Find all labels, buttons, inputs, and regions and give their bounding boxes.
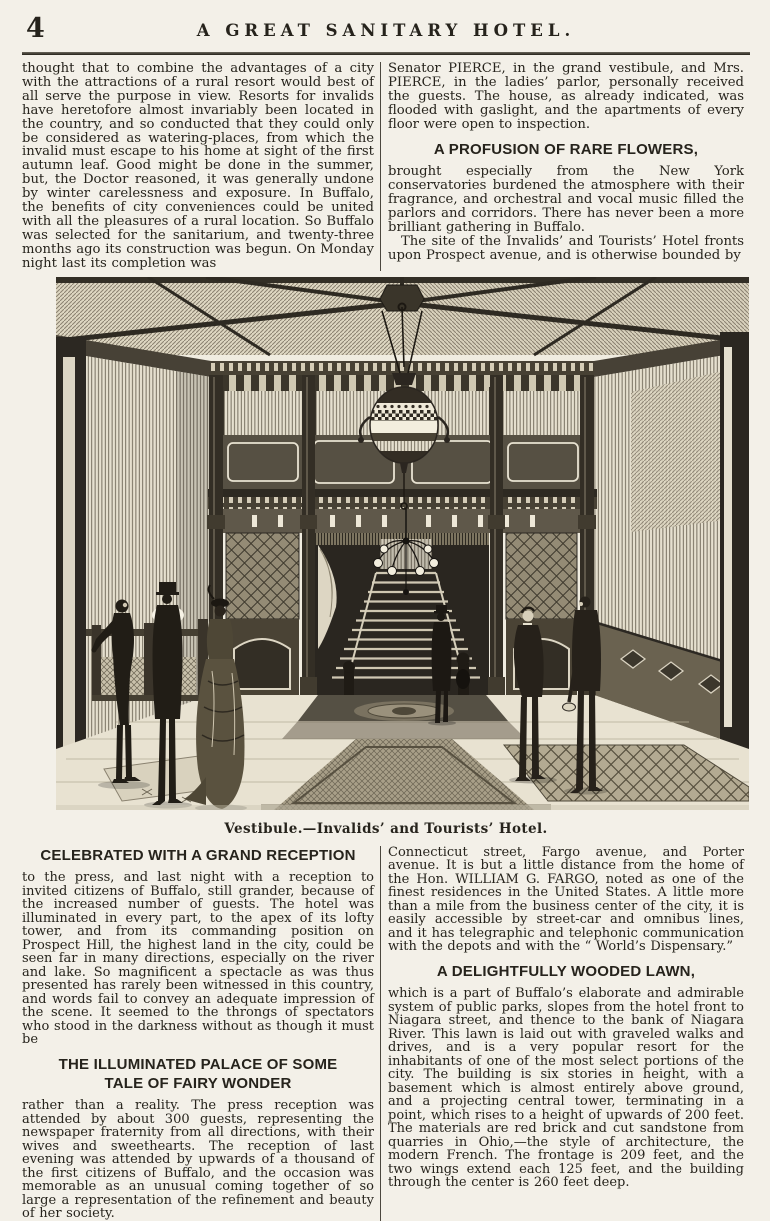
paragraph: to the press, and last night with a reception to invited citizens of Buffalo, still grander, because of the increased number of guests. The hotel was illuminated in every part, to the apex of its lofty tower, and from its commanding position on Prospect Hill, the highest land in the city, could be seen far in many directions, especially on the river and lake. So magnificent a spectacle as was thus presented has rarely been witnessed in this country, and words fail to convey an adequate impression of the scene. It seemed to the throngs of spectators who stood in the darkness without as though it must be (22, 870, 374, 1048)
paragraph: which is a part of Buffalo’s elaborate and admirable system of public parks, slopes from the hotel front to Niagara street, and thence to the bank of Niagara River. This lawn is laid out with graveled walks and drives, and is a very popular resort for the inhabitants of one of the most select portions of the city. The building is six stories in height, with a basement which is almost entirely above ground, and a projecting central tower, terminating in a point, which rises to a height of upwards of 200 feet. The materials are red brick and cut sandstone from quarries in Ohio,—the style of architecture, the modern French. The frontage is 209 feet, and the two wings extend each 125 feet, and the building through the center is 260 feet deep. (388, 986, 744, 1191)
header-rule (22, 52, 750, 55)
paragraph: Connecticut street, Fargo avenue, and Porter avenue. It is but a little distance from the home of the Hon. WILLIAM G. FARGO, noted as one of the finest residences in the United States. A little more than a mile from the business center of the city, it is easily accessible by street-car and omnibus lines, and it has telegraphic and telephonic communication with the depots and with the “ World’s Dispensary.” (388, 844, 744, 955)
paragraph: Senator PIERCE, in the grand vestibule, and Mrs. PIERCE, in the ladies’ parlor, personally received the guests. The house, as already indicated, was flooded with gaslight, and the apartments of every floor were open to inspection. (388, 61, 744, 132)
heading-line-1: THE ILLUMINATED PALACE OF SOME (58, 1055, 338, 1073)
section-heading-lawn: A DELIGHTFULLY WOODED LAWN, (436, 962, 696, 980)
bottom-right-column (388, 846, 744, 1221)
figure-caption: Vestibule.—Invalids’ and Tourists’ Hotel. (224, 820, 548, 837)
paragraph: thought that to combine the advantages of a city with the attractions of a rural resort would best of all serve the purpose in view. Resorts for invalids have heretofore almost invariably been located in the country, and so conducted that they could only be considered as watering-places, from which the invalid must escape to his home at sight of the first autumn leaf. Good might be done in the summer, but, the Doctor reasoned, it was generally undone by winter carelessness and exposure. In Buffalo, the benefits of city conveniences could be united with all the pleasures of a rural location. So Buffalo was selected for the sanitarium, and twenty-three months ago its construction was begun. On Monday night last its completion was (22, 61, 374, 271)
bottom-columns (22, 846, 750, 1221)
section-heading-reception: CELEBRATED WITH A GRAND RECEPTION (40, 846, 356, 864)
top-columns (22, 62, 750, 271)
bottom-left-column (22, 846, 374, 1221)
heading-line-2: TALE OF FAIRY WONDER (104, 1074, 292, 1092)
figure-block (22, 277, 750, 837)
paragraph: The site of the Invalids’ and Tourists’ Hotel fronts upon Prospect avenue, and is otherwise bounded by (388, 233, 744, 263)
masthead (22, 14, 750, 48)
top-right-column (388, 62, 744, 271)
column-divider (380, 846, 381, 1221)
staircase (315, 533, 489, 701)
page-number: 4 (26, 13, 45, 44)
vestibule-engraving (56, 277, 749, 810)
section-heading-flowers: A PROFUSION OF RARE FLOWERS, (433, 140, 699, 158)
paragraph: brought especially from the New York conservatories burdened the atmosphere with their fragrance, and orchestral and vocal music filled the parlors and corridors. There has never been a more brilliant gathering in Buffalo. (388, 164, 744, 235)
column-divider (380, 62, 381, 271)
top-left-column (22, 62, 374, 271)
page-title: A GREAT SANITARY HOTEL. (196, 21, 576, 40)
section-heading-palace (22, 1056, 374, 1094)
paragraph: rather than a reality. The press reception was attended by about 300 guests, representing the newspaper fraternity from all directions, with their wives and sweethearts. The reception of last evening was attended by upwards of a thousand of the first citizens of Buffalo, and the occasion was memorable as an unusual coming together of so large a representation of the refinement and beauty of her society. (22, 1098, 374, 1221)
